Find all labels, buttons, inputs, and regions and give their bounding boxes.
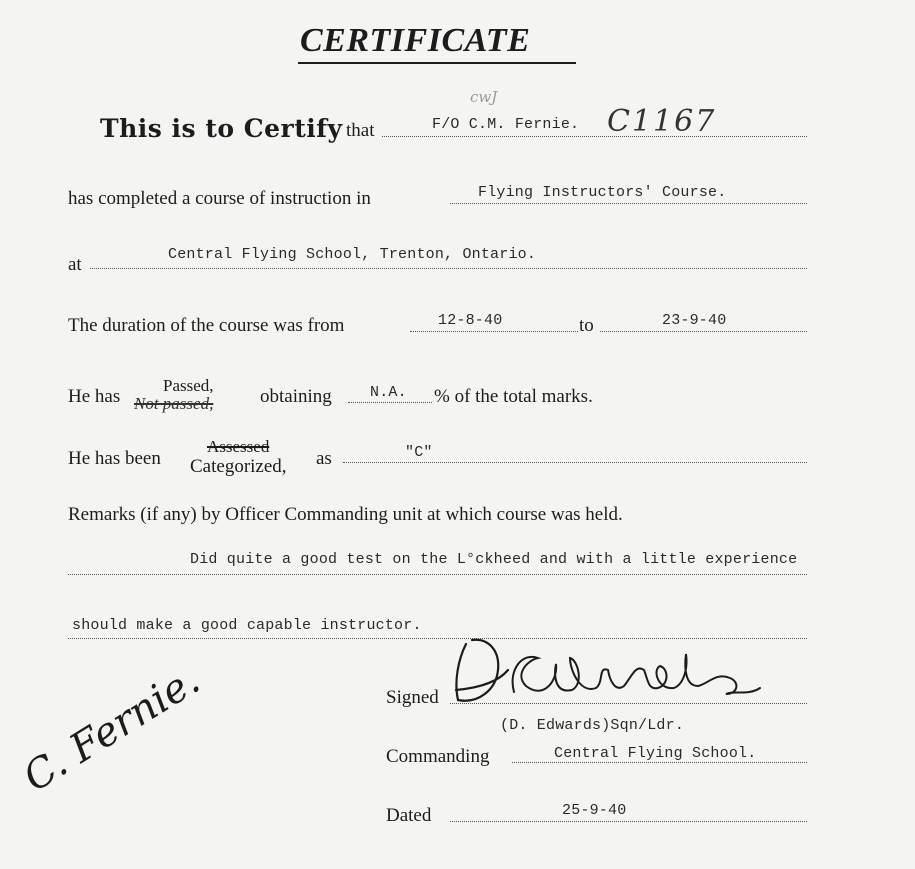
assessment-prefix: He has been bbox=[68, 448, 161, 469]
course-label: has completed a course of instruction in bbox=[68, 188, 371, 209]
duration-from-dotted-line bbox=[410, 331, 578, 332]
marks-dotted-line bbox=[348, 402, 432, 403]
marks-suffix: % of the total marks. bbox=[434, 386, 593, 407]
duration-to-value: 23-9-40 bbox=[662, 312, 727, 329]
dated-value: 25-9-40 bbox=[562, 802, 627, 819]
marks-value: N.A. bbox=[370, 384, 407, 401]
dated-label: Dated bbox=[386, 805, 432, 826]
initials-annotation: cwJ bbox=[470, 88, 498, 106]
obtaining-label: obtaining bbox=[260, 386, 332, 407]
assessed-struck-text: Assessed bbox=[207, 437, 270, 456]
remarks-line-2: should make a good capable instructor. bbox=[72, 617, 422, 634]
as-label: as bbox=[316, 448, 332, 469]
title-underline bbox=[298, 62, 576, 64]
location-dotted-line bbox=[90, 268, 807, 269]
remarks-dotted-line-1 bbox=[68, 574, 807, 575]
commanding-label: Commanding bbox=[386, 746, 490, 767]
certificate-title: CERTIFICATE bbox=[300, 22, 531, 59]
location-value: Central Flying School, Trenton, Ontario. bbox=[168, 246, 537, 263]
duration-label: The duration of the course was from bbox=[68, 315, 345, 336]
that-label: that bbox=[346, 120, 375, 141]
signed-label: Signed bbox=[386, 687, 439, 708]
duration-to-label: to bbox=[579, 315, 594, 336]
passed-text: Passed, bbox=[163, 376, 214, 395]
result-prefix: He has bbox=[68, 386, 121, 407]
edwards-signature bbox=[448, 630, 768, 720]
categorized-text: Categorized, bbox=[190, 456, 287, 477]
name-dotted-line bbox=[382, 136, 807, 137]
certify-heading: This is to Certify bbox=[100, 114, 343, 143]
fernie-margin-signature: C. Fernie. bbox=[15, 657, 208, 801]
remarks-label: Remarks (if any) by Officer Commanding unit at which course was held. bbox=[68, 504, 623, 525]
category-value: "C" bbox=[405, 444, 433, 461]
duration-to-dotted-line bbox=[600, 331, 807, 332]
name-handwritten-number: C1167 bbox=[607, 104, 717, 139]
commanding-value: Central Flying School. bbox=[554, 745, 757, 762]
not-passed-struck-text: Not passed, bbox=[134, 394, 214, 413]
dated-dotted-line bbox=[450, 821, 807, 822]
commanding-dotted-line bbox=[512, 762, 807, 763]
course-dotted-line bbox=[450, 203, 807, 204]
remarks-line-1: Did quite a good test on the L°ckheed and with a little experience bbox=[190, 551, 798, 568]
category-dotted-line bbox=[343, 462, 807, 463]
location-label: at bbox=[68, 254, 82, 275]
signer-name: (D. Edwards)Sqn/Ldr. bbox=[500, 717, 685, 734]
course-value: Flying Instructors' Course. bbox=[478, 184, 727, 201]
name-value: F/O C.M. Fernie. bbox=[432, 116, 580, 133]
duration-from-value: 12-8-40 bbox=[438, 312, 503, 329]
